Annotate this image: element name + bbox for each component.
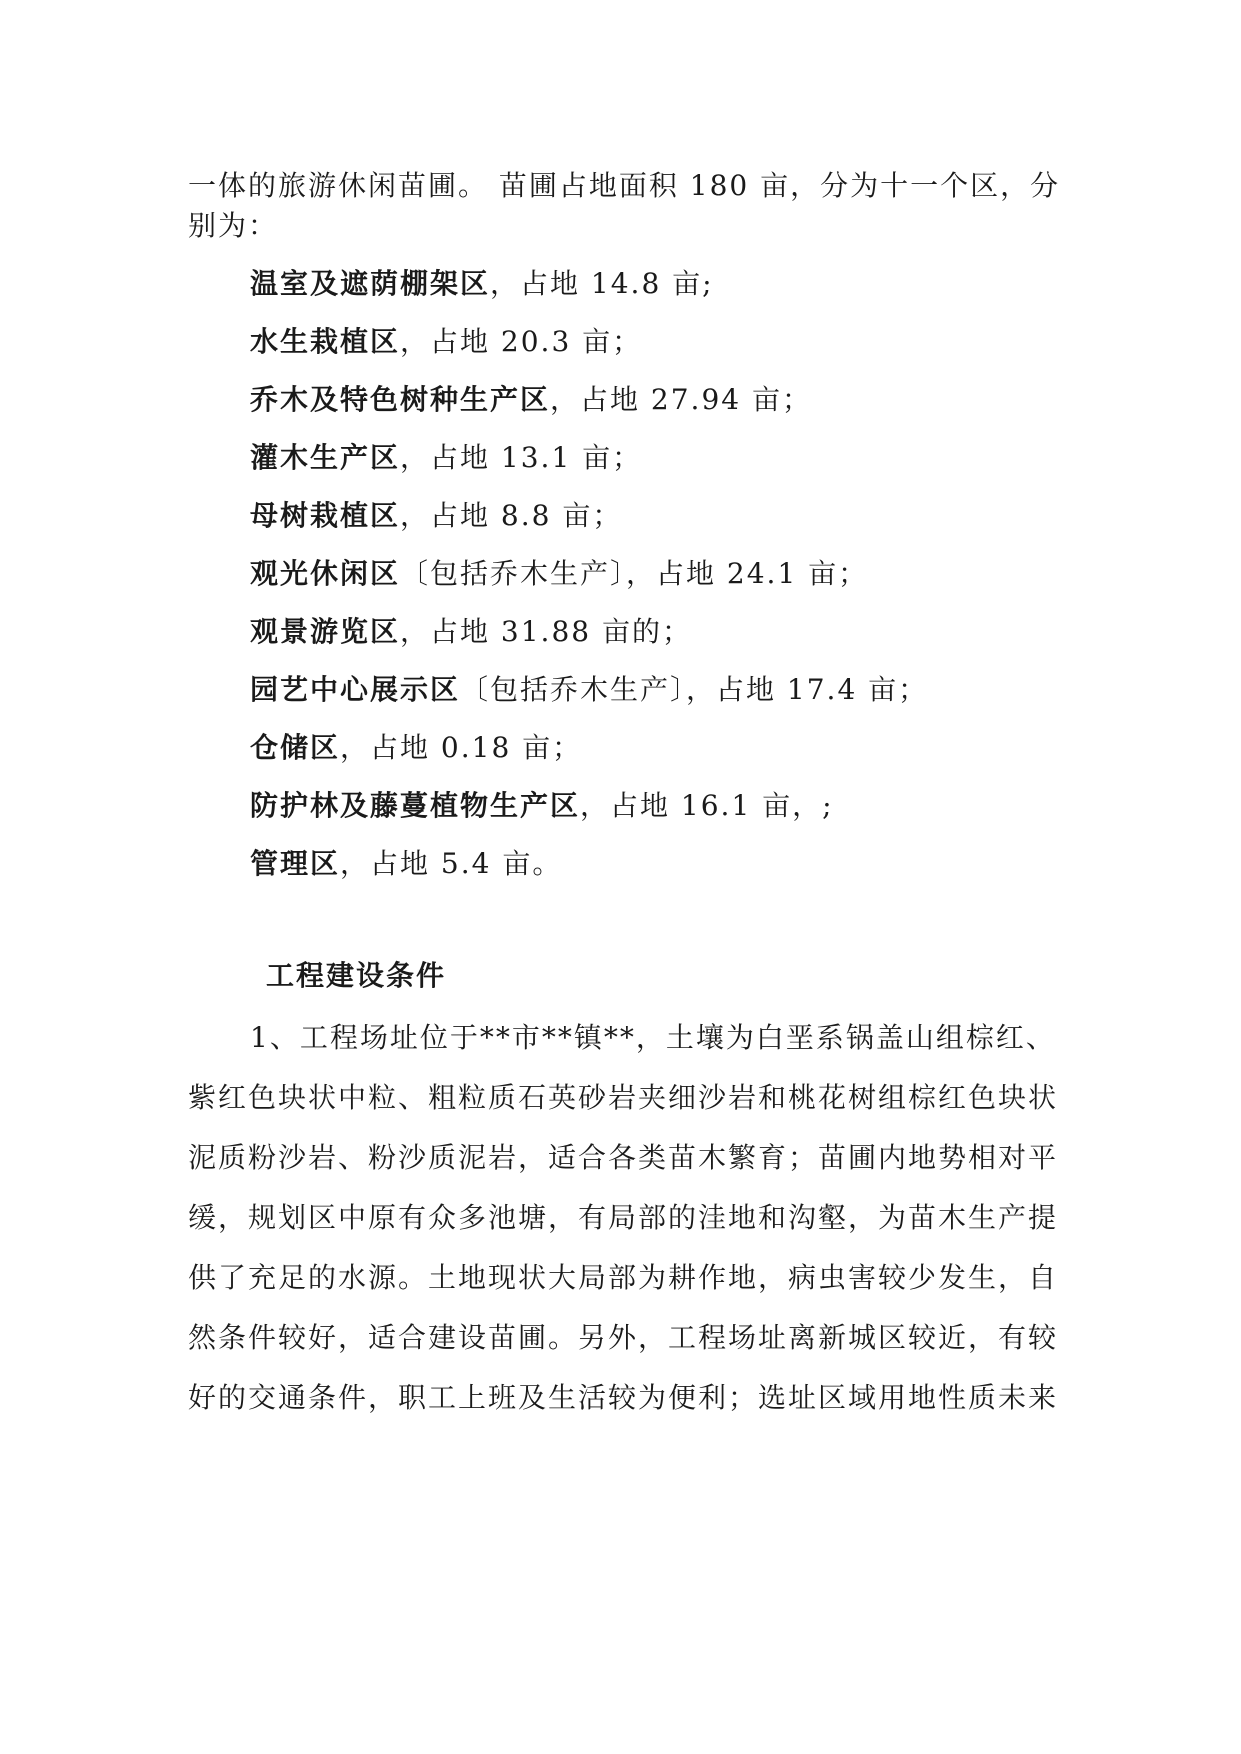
body-line: 缓，规划区中原有众多池塘，有局部的洼地和沟壑，为苗木生产提	[188, 1201, 1059, 1234]
zone-detail: ，占地 0.18 亩；	[340, 731, 583, 764]
zone-item	[250, 438, 642, 478]
zone-detail: ，占地 27.94 亩；	[550, 383, 812, 416]
zone-name: 观景游览区	[250, 615, 401, 648]
zone-detail: ，占地 5.4 亩。	[340, 847, 563, 880]
zone-name: 灌木生产区	[250, 441, 401, 474]
zone-item	[250, 844, 562, 884]
zone-name: 乔木及特色树种生产区	[250, 383, 551, 416]
zone-item	[250, 786, 834, 826]
zone-item	[250, 612, 692, 652]
zone-name: 观光休闲区	[250, 557, 401, 590]
zone-name: 温室及遮荫棚架区	[250, 267, 491, 300]
body-line: 然条件较好，适合建设苗圃。另外，工程场址离新城区较近，有较	[188, 1321, 1059, 1354]
zone-detail: ，占地 14.8 亩;	[490, 267, 714, 300]
zone-name: 水生栽植区	[250, 325, 401, 358]
zone-item	[250, 380, 812, 420]
body-line: 紫红色块状中粒、粗粒质石英砂岩夹细沙岩和桃花树组棕红色块状	[188, 1081, 1059, 1114]
intro-line-2: 别为：	[188, 209, 279, 242]
body-line: 供了充足的水源。土地现状大局部为耕作地，病虫害较少发生，自	[188, 1261, 1059, 1294]
zone-item	[250, 264, 714, 304]
zone-detail: ，占地 20.3 亩；	[400, 325, 643, 358]
zone-name: 管理区	[250, 847, 341, 880]
section-heading: 工程建设条件	[266, 959, 447, 992]
intro-line-1: 一体的旅游休闲苗圃。 苗圃占地面积 180 亩，分为十一个区，分	[188, 169, 1061, 202]
zone-item	[250, 496, 622, 536]
zone-name: 园艺中心展示区	[250, 673, 461, 706]
zone-detail: 〔包括乔木生产〕，占地 17.4 亩；	[460, 673, 929, 706]
zone-name: 防护林及藤蔓植物生产区	[250, 789, 581, 822]
zone-name: 仓储区	[250, 731, 341, 764]
zone-item	[250, 728, 582, 768]
zone-item	[250, 670, 928, 710]
zone-item	[250, 322, 642, 362]
zone-detail: ，占地 13.1 亩；	[400, 441, 643, 474]
body-line: 好的交通条件，职工上班及生活较为便利；选址区域用地性质未来	[188, 1381, 1059, 1414]
zone-detail: ，占地 31.88 亩的；	[400, 615, 692, 648]
zone-detail: ，占地 8.8 亩；	[400, 499, 623, 532]
body-line: 泥质粉沙岩、粉沙质泥岩，适合各类苗木繁育；苗圃内地势相对平	[188, 1141, 1059, 1174]
zone-detail: ，占地 16.1 亩，;	[580, 789, 834, 822]
zone-detail: 〔包括乔木生产〕，占地 24.1 亩；	[400, 557, 869, 590]
zone-item	[250, 554, 868, 594]
zone-name: 母树栽植区	[250, 499, 401, 532]
body-line: 1、工程场址位于**市**镇**，土壤为白垩系锅盖山组棕红、	[250, 1021, 1056, 1054]
